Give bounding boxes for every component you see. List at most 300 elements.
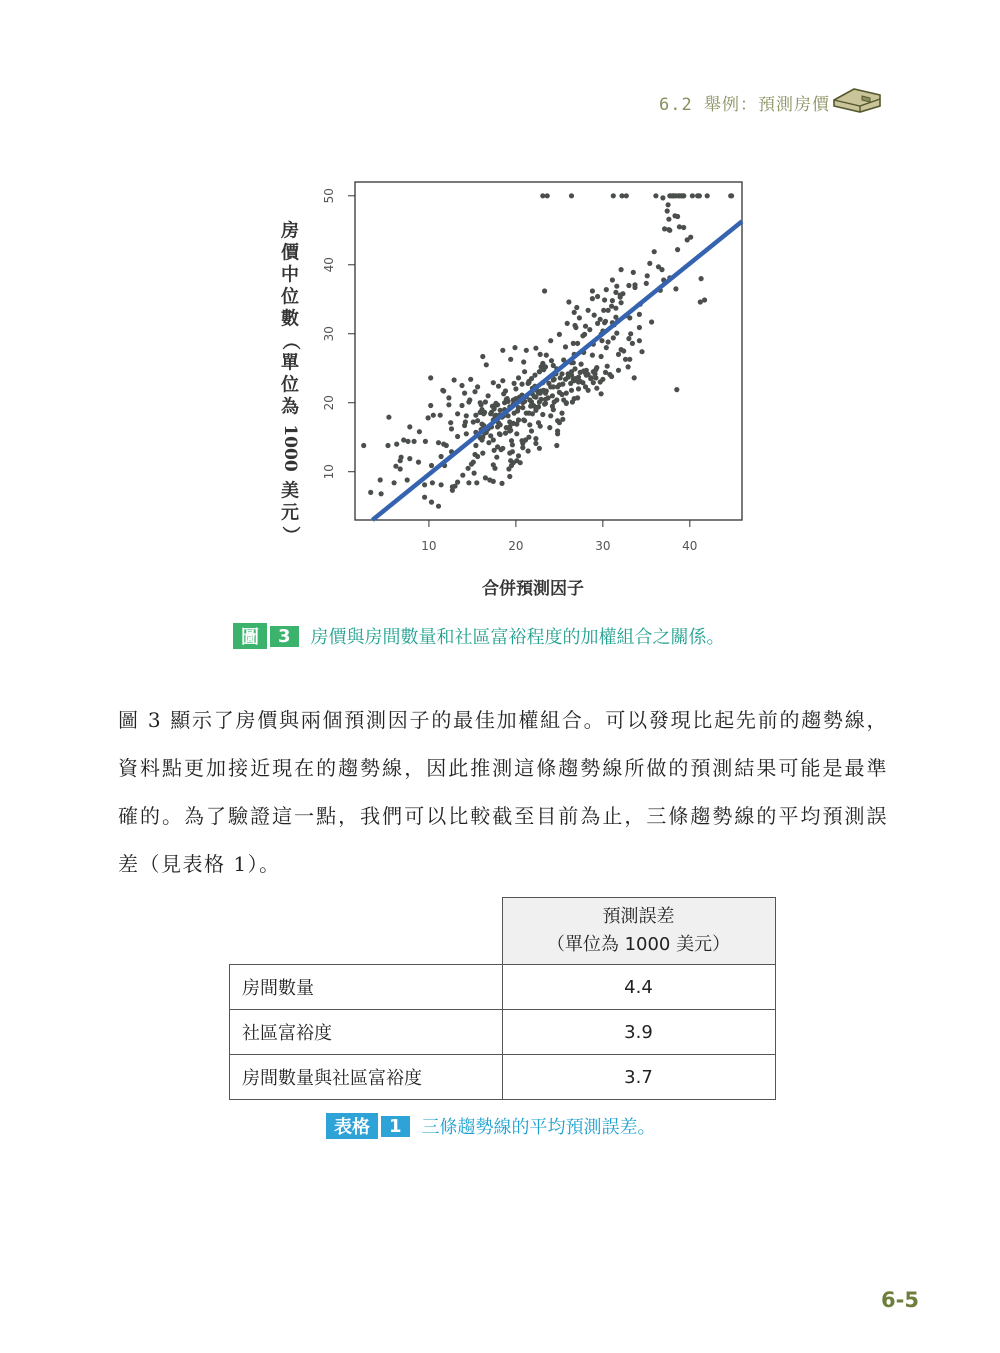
data-point (549, 358, 554, 363)
table-tag-word: 表格 (326, 1113, 378, 1139)
data-point (538, 424, 543, 429)
data-point (604, 287, 609, 292)
data-point (462, 391, 467, 396)
table-row (230, 1055, 776, 1100)
data-point (590, 288, 595, 293)
y-title-segment: 為 (281, 396, 299, 418)
data-point (448, 420, 453, 425)
data-point (647, 261, 652, 266)
data-point (522, 369, 527, 374)
data-point (527, 422, 532, 427)
data-point (572, 376, 577, 381)
data-point (491, 380, 496, 385)
data-point (466, 466, 471, 471)
plot-frame (355, 182, 742, 520)
data-points (361, 193, 734, 509)
data-point (497, 431, 502, 436)
data-point (533, 436, 538, 441)
data-point (602, 297, 607, 302)
data-point (662, 226, 667, 231)
data-point (583, 371, 588, 376)
data-point (526, 435, 531, 440)
data-point (539, 397, 544, 402)
data-point (548, 338, 553, 343)
data-point (507, 419, 512, 424)
data-point (555, 431, 560, 436)
table-caption (326, 1113, 656, 1139)
table-header-row (230, 898, 776, 965)
data-point (619, 193, 624, 198)
data-point (538, 352, 543, 357)
data-point (675, 247, 680, 252)
data-point (618, 293, 623, 298)
data-point (639, 349, 644, 354)
table-corner (230, 898, 503, 965)
data-point (401, 437, 406, 442)
data-point (569, 388, 574, 393)
data-point (452, 377, 457, 382)
figure-caption (233, 623, 725, 649)
data-point (671, 193, 676, 198)
data-point (695, 193, 700, 198)
data-point (551, 363, 556, 368)
data-point (666, 202, 671, 207)
x-tick-label: 10 (421, 539, 437, 553)
y-title-segment: 單 (281, 352, 299, 374)
data-point (498, 408, 503, 413)
data-point (500, 348, 505, 353)
x-tick-label: 30 (595, 539, 611, 553)
row-label: 社區富裕度 (230, 1010, 503, 1055)
data-point (590, 296, 595, 301)
data-point (526, 448, 531, 453)
data-point (500, 378, 505, 383)
data-point (589, 375, 594, 380)
data-point (481, 411, 486, 416)
data-point (606, 339, 611, 344)
data-point (472, 389, 477, 394)
figure-caption-text: 房價與房間數量和社區富裕程度的加權組合之關係。 (310, 627, 725, 648)
data-point (558, 375, 563, 380)
data-point (439, 482, 444, 487)
data-point (536, 404, 541, 409)
y-tick-label: 40 (322, 257, 336, 273)
data-point (483, 399, 488, 404)
data-point (665, 208, 670, 213)
data-point (478, 400, 483, 405)
table-row (230, 965, 776, 1010)
data-point (569, 193, 574, 198)
data-point (637, 338, 642, 343)
row-label: 房間數量 (230, 965, 503, 1010)
data-point (455, 434, 460, 439)
data-point (591, 380, 596, 385)
data-point (595, 294, 600, 299)
data-point (626, 283, 631, 288)
data-point (459, 383, 464, 388)
data-point (512, 345, 517, 350)
data-point (398, 466, 403, 471)
data-point (566, 371, 571, 376)
data-point (460, 473, 465, 478)
data-point (540, 193, 545, 198)
data-point (653, 193, 658, 198)
x-tick-label: 20 (508, 539, 524, 553)
data-point (468, 377, 473, 382)
data-point (422, 482, 427, 487)
data-point (628, 331, 633, 336)
data-point (510, 442, 515, 447)
y-title-segment: 數 (281, 308, 299, 330)
figure-tag-word: 圖 (233, 623, 267, 649)
table-header (502, 898, 775, 965)
data-point (519, 382, 524, 387)
data-point (423, 439, 428, 444)
data-point (431, 413, 436, 418)
data-point (557, 332, 562, 337)
data-point (566, 299, 571, 304)
data-point (361, 443, 366, 448)
data-point (614, 284, 619, 289)
y-tick-label: 20 (322, 395, 336, 411)
data-point (416, 460, 421, 465)
x-axis (421, 520, 697, 553)
data-point (677, 193, 682, 198)
house-icon (832, 86, 884, 114)
y-tick-label: 50 (322, 188, 336, 204)
data-point (494, 455, 499, 460)
data-point (529, 428, 534, 433)
data-point (626, 336, 631, 341)
data-point (576, 386, 581, 391)
data-point (602, 320, 607, 325)
data-point (537, 369, 542, 374)
data-point (491, 479, 496, 484)
data-point (609, 304, 614, 309)
data-point (575, 395, 580, 400)
y-title-segment: 價 (281, 242, 299, 264)
data-point (604, 345, 609, 350)
trend-line (372, 221, 742, 520)
data-point (471, 460, 476, 465)
data-point (475, 454, 480, 459)
data-point (392, 480, 397, 485)
data-point (471, 419, 476, 424)
data-point (705, 193, 710, 198)
data-point (609, 374, 614, 379)
table-tag (326, 1113, 410, 1139)
data-point (507, 424, 512, 429)
data-point (540, 412, 545, 417)
data-point (379, 491, 384, 496)
data-point (466, 399, 471, 404)
data-point (660, 195, 665, 200)
data-point (473, 413, 478, 418)
data-point (466, 480, 471, 485)
data-point (573, 325, 578, 330)
data-point (455, 480, 460, 485)
data-point (672, 213, 677, 218)
data-point (632, 285, 637, 290)
data-point (637, 312, 642, 317)
data-point (619, 267, 624, 272)
data-point (412, 439, 417, 444)
data-point (568, 381, 573, 386)
row-value: 4.4 (502, 965, 775, 1010)
data-point (547, 425, 552, 430)
y-title-segment: 元 (281, 502, 299, 524)
data-point (407, 456, 412, 461)
data-point (559, 411, 564, 416)
data-point (455, 411, 460, 416)
data-point (446, 395, 451, 400)
y-tick-label: 30 (322, 326, 336, 342)
data-point (486, 440, 491, 445)
data-point (394, 442, 399, 447)
data-point (509, 463, 514, 468)
data-point (616, 368, 621, 373)
x-tick-label: 40 (682, 539, 698, 553)
data-point (519, 438, 524, 443)
data-point (571, 341, 576, 346)
data-point (507, 474, 512, 479)
data-point (480, 451, 485, 456)
data-point (594, 365, 599, 370)
data-point (521, 417, 526, 422)
data-point (516, 417, 521, 422)
data-point (510, 449, 515, 454)
data-point (475, 384, 480, 389)
data-point (513, 386, 518, 391)
data-point (472, 471, 477, 476)
data-point (698, 299, 703, 304)
data-point (429, 463, 434, 468)
data-point (518, 460, 523, 465)
data-point (599, 354, 604, 359)
y-tick-label: 10 (322, 464, 336, 480)
data-point (586, 308, 591, 313)
data-point (495, 444, 500, 449)
data-point (491, 437, 496, 442)
data-point (557, 382, 562, 387)
data-point (386, 415, 391, 420)
scatter-chart (260, 170, 760, 600)
data-point (551, 377, 556, 382)
data-point (554, 443, 559, 448)
data-point (552, 399, 557, 404)
data-point (440, 388, 445, 393)
data-point (626, 364, 631, 369)
data-point (459, 403, 464, 408)
data-point (644, 281, 649, 286)
body-paragraph: 圖 3 顯示了房價與兩個預測因子的最佳加權組合。可以發現比起先前的趨勢線，資料點更加接近現在的趨勢線，因此推測這條趨勢線所做的預測結果可能是最準確的。為了驗證這一點，我們可以比較截至目前為止，三條趨勢線的平均預測誤差（見表格 1）。 (118, 708, 888, 876)
data-point (591, 369, 596, 374)
data-point (544, 353, 549, 358)
data-point (446, 402, 451, 407)
data-point (559, 392, 564, 397)
figure-tag (233, 623, 299, 649)
data-point (578, 379, 583, 384)
data-point (583, 324, 588, 329)
data-point (690, 193, 695, 198)
data-point (630, 341, 635, 346)
data-point (499, 481, 504, 486)
y-title-segment: 1000 (280, 424, 300, 472)
data-point (438, 413, 443, 418)
data-point (611, 335, 616, 340)
running-header: 6.2 舉例：預測房價 (659, 95, 830, 115)
data-point (526, 380, 531, 385)
data-point (486, 393, 491, 398)
data-point (514, 431, 519, 436)
data-point (557, 420, 562, 425)
data-point (508, 357, 513, 362)
row-value: 3.7 (502, 1055, 775, 1100)
table-header-line2: （單位為 1000 美元） (546, 934, 731, 955)
data-point (449, 426, 454, 431)
data-point (572, 310, 577, 315)
data-point (548, 413, 553, 418)
data-point (645, 273, 650, 278)
data-point (610, 277, 615, 282)
data-point (462, 423, 467, 428)
data-point (422, 495, 427, 500)
data-point (594, 386, 599, 391)
data-point (666, 217, 671, 222)
data-point (598, 317, 603, 322)
data-point (533, 441, 538, 446)
data-point (652, 249, 657, 254)
data-point (531, 403, 536, 408)
page-number: 6-5 (881, 1288, 919, 1312)
data-point (586, 388, 591, 393)
data-point (532, 394, 537, 399)
data-point (436, 504, 441, 509)
data-point (368, 490, 373, 495)
data-point (492, 466, 497, 471)
data-point (524, 348, 529, 353)
data-point (496, 384, 501, 389)
data-point (426, 415, 431, 420)
data-point (378, 477, 383, 482)
table-tag-number: 1 (381, 1116, 410, 1137)
table-row (230, 1010, 776, 1055)
data-point (405, 477, 410, 482)
data-point (619, 300, 624, 305)
data-point (393, 464, 398, 469)
data-point (606, 308, 611, 313)
data-point (632, 375, 637, 380)
data-point (480, 354, 485, 359)
data-point (728, 193, 733, 198)
data-point (484, 362, 489, 367)
data-point (603, 370, 608, 375)
table-header-line1: 預測誤差 (602, 906, 675, 927)
y-title-segment: 房 (281, 220, 299, 242)
x-axis-label: 合併預測因子 (482, 579, 584, 599)
data-point (598, 379, 603, 384)
data-point (548, 384, 553, 389)
data-point (578, 370, 583, 375)
data-point (520, 445, 525, 450)
y-title-segment: 位 (281, 286, 299, 308)
data-point (516, 375, 521, 380)
data-point (627, 357, 632, 362)
data-point (572, 366, 577, 371)
data-point (570, 399, 575, 404)
data-point (488, 411, 493, 416)
data-point (385, 443, 390, 448)
data-point (512, 381, 517, 386)
data-point (526, 411, 531, 416)
data-point (599, 391, 604, 396)
data-point (516, 453, 521, 458)
row-value: 3.9 (502, 1010, 775, 1055)
data-point (564, 401, 569, 406)
data-point (674, 387, 679, 392)
data-point (673, 286, 678, 291)
data-point (540, 361, 545, 366)
data-point (619, 347, 624, 352)
data-point (656, 264, 661, 269)
y-axis-label (280, 220, 302, 545)
data-point (417, 429, 422, 434)
data-point (592, 313, 597, 318)
data-point (546, 395, 551, 400)
data-point (590, 353, 595, 358)
data-point (605, 364, 610, 369)
data-point (541, 388, 546, 393)
row-label: 房間數量與社區富裕度 (230, 1055, 503, 1100)
data-point (444, 443, 449, 448)
data-point (533, 346, 538, 351)
data-point (473, 443, 478, 448)
data-point (479, 437, 484, 442)
table-caption-text: 三條趨勢線的平均預測誤差。 (421, 1117, 656, 1138)
data-point (436, 440, 441, 445)
data-point (399, 455, 404, 460)
data-point (543, 401, 548, 406)
data-point (563, 344, 568, 349)
data-point (577, 315, 582, 320)
data-point (464, 431, 469, 436)
data-point (501, 391, 506, 396)
y-title-segment: （ (279, 332, 301, 350)
data-point (614, 331, 619, 336)
data-point (521, 359, 526, 364)
y-title-segment: 美 (281, 480, 299, 502)
data-point (407, 424, 412, 429)
data-point (503, 431, 508, 436)
data-point (699, 276, 704, 281)
data-point (474, 480, 479, 485)
data-point (611, 193, 616, 198)
data-point (579, 362, 584, 367)
data-point (613, 290, 618, 295)
y-title-segment: 中 (281, 264, 299, 286)
data-point (495, 402, 500, 407)
data-point (542, 288, 547, 293)
y-title-segment: ） (279, 526, 301, 544)
data-point (537, 446, 542, 451)
figure-tag-number: 3 (270, 626, 299, 647)
data-point (508, 458, 513, 463)
data-point (439, 454, 444, 459)
data-point (631, 270, 636, 275)
data-point (574, 305, 579, 310)
data-point (616, 352, 621, 357)
y-title-segment: 位 (281, 374, 299, 396)
